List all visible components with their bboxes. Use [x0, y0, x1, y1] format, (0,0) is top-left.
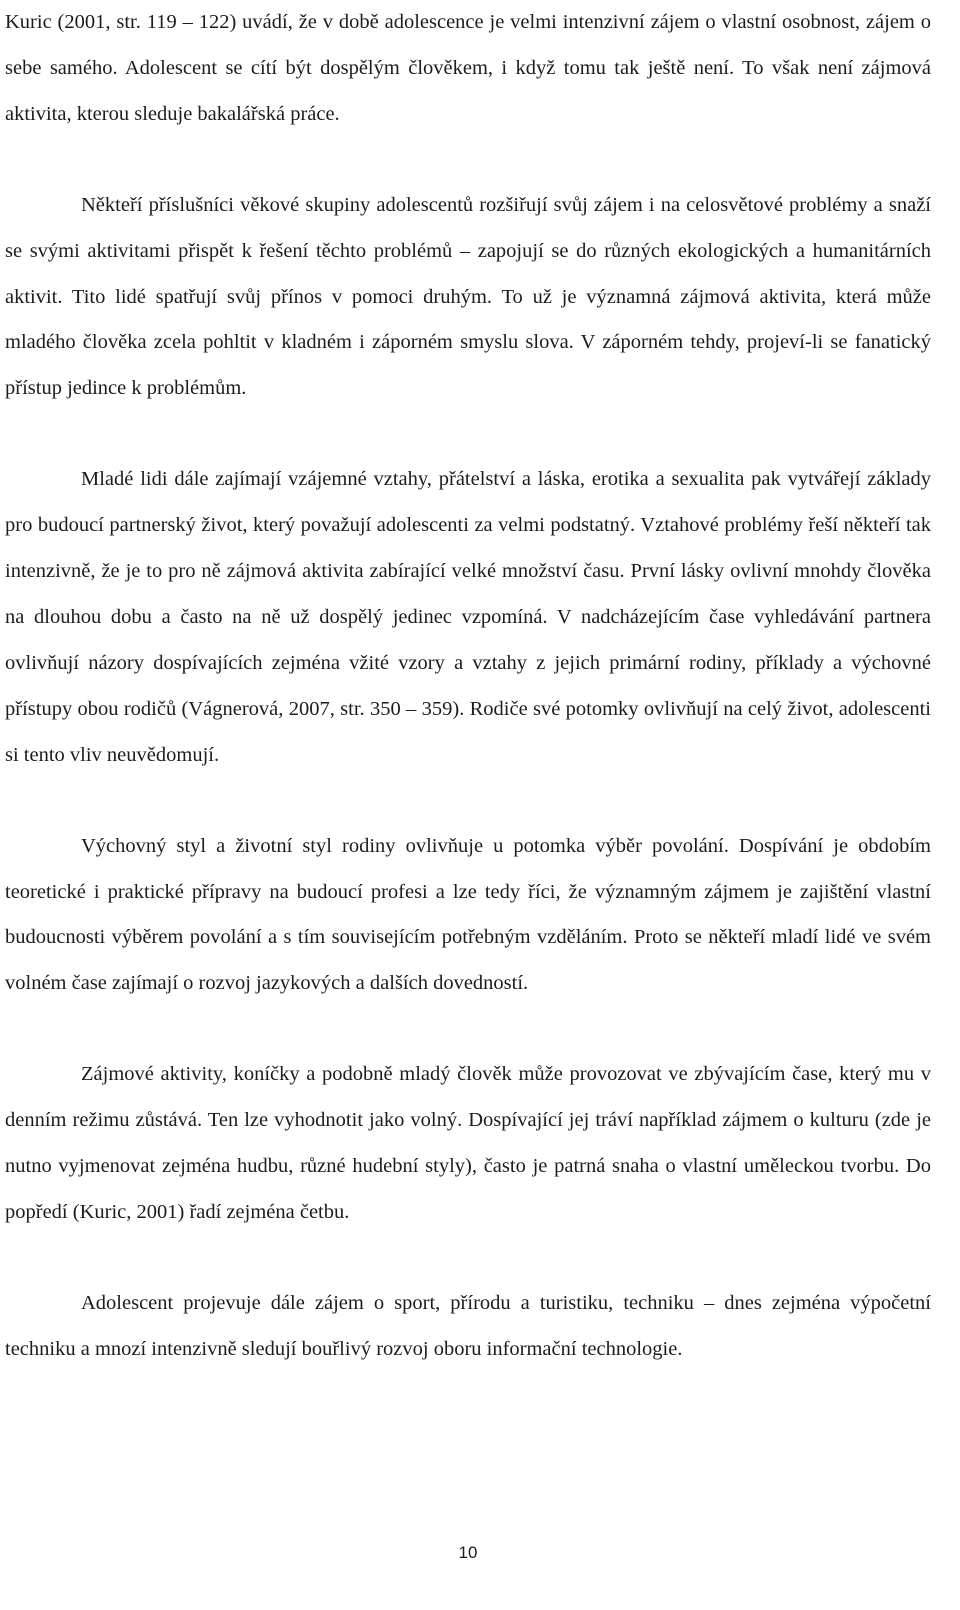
- paragraph-spacer: [5, 412, 931, 457]
- paragraph-sport-technology: Adolescent projevuje dále zájem o sport, přírodu a turistiku, techniku – dnes zejména výpočetní techniku a mnozí intenzivně sledují bouřlivý rozvoj oboru informační technologie.: [5, 1291, 931, 1360]
- paragraph-career-choice: Výchovný styl a životní styl rodiny ovlivňuje u potomka výběr povolání. Dospívání je obdobím teoretické i praktické přípravy na budoucí profesi a lze tedy říci, že významným zájmem je zajištění vlastní budoucnosti výběrem povolání a s tím souvisejícím potřebným vzděláním. Proto se někteří mladí lidé ve svém volném čase zajímají o rozvoj jazykových a dalších dovedností.: [5, 834, 931, 995]
- page-number: 10: [458, 1543, 478, 1562]
- paragraph-global-problems: Někteří příslušníci věkové skupiny adolescentů rozšiřují svůj zájem i na celosvětové problémy a snaží se svými aktivitami přispět k řešení těchto problémů – zapojují se do různých ekologických a humanitárních aktivit. Tito lidé spatřují svůj přínos v pomoci druhým. To už je významná zájmová aktivita, která může mladého člověka zcela pohltit v kladném i záporném smyslu slova. V záporném tehdy, projeví-li se fanatický přístup jedince k problémům.: [5, 193, 931, 400]
- document-page: [5, 0, 931, 1373]
- paragraph-free-time-hobbies: Zájmové aktivity, koníčky a podobně mladý člověk může provozovat ve zbývajícím čase, který mu v denním režimu zůstává. Ten lze vyhodnotit jako volný. Dospívající jej tráví například zájmem o kulturu (zde je nutno vyjmenovat zejména hudbu, různé hudební styly), často je patrná snaha o vlastní uměleckou tvorbu. Do popředí (Kuric, 2001) řadí zejména četbu.: [5, 1063, 931, 1223]
- paragraph-spacer: [5, 138, 931, 183]
- paragraph-kuric-adolescence: Kuric (2001, str. 119 – 122) uvádí, že v době adolescence je velmi intenzivní zájem o vlastní osobnost, zájem o sebe samého. Adolescent se cítí být dospělým člověkem, i když tomu tak ještě není. To však není zájmová aktivita, kterou sleduje bakalářská práce.: [5, 11, 931, 125]
- paragraph-spacer: [5, 1236, 931, 1281]
- paragraph-spacer: [5, 779, 931, 824]
- paragraph-spacer: [5, 1007, 931, 1052]
- paragraph-relationships: Mladé lidi dále zajímají vzájemné vztahy, přátelství a láska, erotika a sexualita pak vytvářejí základy pro budoucí partnerský život, který považují adolescenti za velmi podstatný. Vztahové problémy řeší někteří tak intenzivně, že je to pro ně zájmová aktivita zabírající velké množství času. První lásky ovlivní mnohdy člověka na dlouhou dobu a často na ně už dospělý jedinec vzpomíná. V nadcházejícím čase vyhledávání partnera ovlivňují názory dospívajících zejména vžité vzory a vztahy z jejich primární rodiny, příklady a výchovné přístupy obou rodičů (Vágnerová, 2007, str. 350 – 359). Rodiče své potomky ovlivňují na celý život, adolescenti si tento vliv neuvědomují.: [5, 468, 931, 766]
